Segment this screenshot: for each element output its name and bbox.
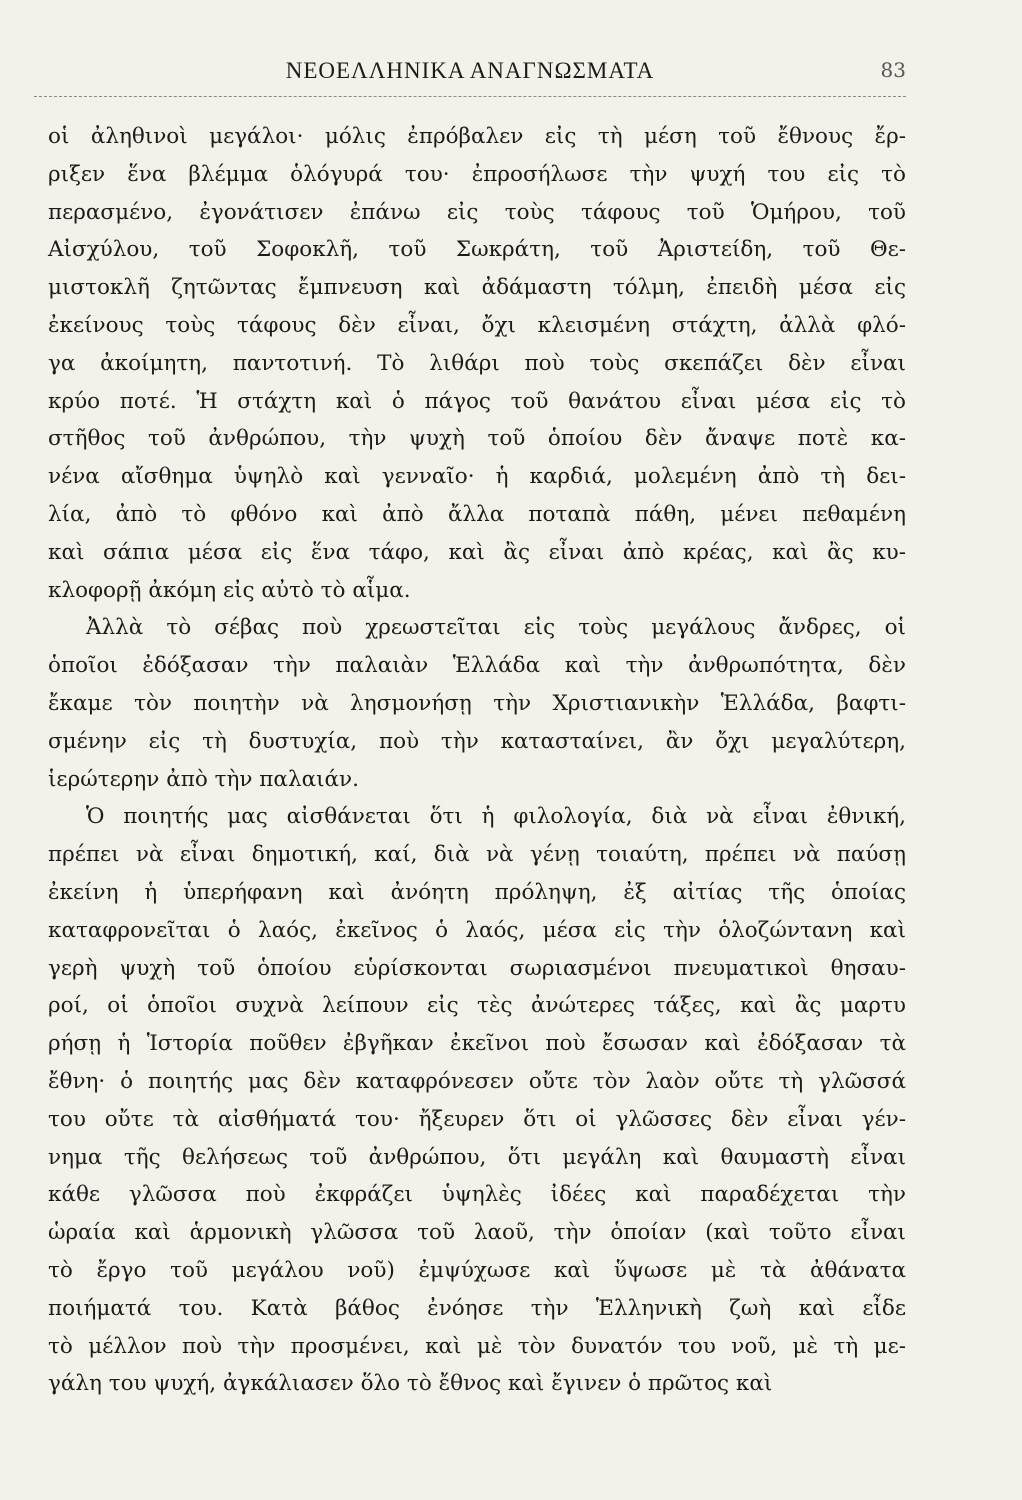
text-line: γάλη του ψυχή, ἀγκάλιασεν ὅλο τὸ ἔθνος καὶ ἔγινεν ὁ πρῶτος καὶ — [48, 1371, 773, 1397]
text-line: ἔθνη· ὁ ποιητής μας δὲν καταφρόνεσεν οὔτε τὸν λαὸν οὔτε τὴ γλῶσσά — [48, 1068, 906, 1094]
page-number: 83 — [880, 58, 906, 82]
text-line: τὸ ἔργο τοῦ μεγάλου νοῦ) ἐμψύχωσε καὶ ὕψωσε μὲ τὰ ἀθάνατα — [48, 1257, 906, 1283]
text-line: Ἀλλὰ τὸ σέβας ποὺ χρεωστεῖται εἰς τοὺς μεγάλους ἄνδρες, οἱ — [86, 615, 906, 641]
text-line: Αἰσχύλου, τοῦ Σοφοκλῆ, τοῦ Σωκράτη, τοῦ Ἀριστείδη, τοῦ Θε- — [48, 237, 906, 263]
text-line: λία, ἀπὸ τὸ φθόνο καὶ ἀπὸ ἄλλα ποταπὰ πάθη, μένει πεθαμένη — [48, 501, 906, 527]
text-line: ἔκαμε τὸν ποιητὴν νὰ λησμονήσῃ τὴν Χριστιανικὴν Ἑλλάδα, βαφτι- — [48, 690, 906, 716]
text-line: καταφρονεῖται ὁ λαός, ἐκεῖνος ὁ λαός, μέσα εἰς τὴν ὁλοζώντανη καὶ — [48, 917, 906, 943]
text-line: κάθε γλῶσσα ποὺ ἐκφράζει ὑψηλὲς ἰδέες καὶ παραδέχεται τὴν — [48, 1182, 906, 1208]
text-line: γερὴ ψυχὴ τοῦ ὁποίου εὑρίσκονται σωριασμένοι πνευματικοὶ θησαυ- — [48, 955, 906, 981]
running-header — [34, 56, 906, 97]
text-line: μιστοκλῆ ζητῶντας ἔμπνευση καὶ ἀδάμαστη τόλμη, ἐπειδὴ μέσα εἰς — [48, 275, 906, 301]
text-line: κρύο ποτέ. Ἡ στάχτη καὶ ὁ πάγος τοῦ θανάτου εἶναι μέσα εἰς τὸ — [48, 388, 906, 414]
body-text — [48, 118, 906, 1403]
text-line: ἱερώτερην ἀπὸ τὴν παλαιάν. — [48, 766, 359, 792]
text-line: Ὁ ποιητής μας αἰσθάνεται ὅτι ἡ φιλολογία, διὰ νὰ εἶναι ἐθνική, — [86, 804, 906, 830]
text-line: ὡραία καὶ ἁρμονικὴ γλῶσσα τοῦ λαοῦ, τὴν ὁποίαν (καὶ τοῦτο εἶναι — [48, 1220, 906, 1246]
text-line: νημα τῆς θελήσεως τοῦ ἀνθρώπου, ὅτι μεγάλη καὶ θαυμαστὴ εἶναι — [48, 1144, 906, 1170]
text-line: καὶ σάπια μέσα εἰς ἕνα τάφο, καὶ ἂς εἶναι ἀπὸ κρέας, καὶ ἂς κυ- — [48, 539, 906, 565]
text-line: κλοφορῇ ἀκόμη εἰς αὐτὸ τὸ αἷμα. — [48, 577, 411, 603]
text-line: ροί, οἱ ὁποῖοι συχνὰ λείπουν εἰς τὲς ἀνώτερες τάξες, καὶ ἂς μαρτυ — [48, 993, 906, 1019]
text-line: ἐκείνη ἡ ὑπερήφανη καὶ ἀνόητη πρόληψη, ἐξ αἰτίας τῆς ὁποίας — [48, 879, 906, 905]
text-line: σμένην εἰς τὴ δυστυχία, ποὺ τὴν κατασταίνει, ἂν ὄχι μεγαλύτερη, — [48, 728, 906, 754]
text-line: ἐκείνους τοὺς τάφους δὲν εἶναι, ὄχι κλεισμένη στάχτη, ἀλλὰ φλό- — [48, 312, 906, 338]
text-line: ριξεν ἕνα βλέμμα ὁλόγυρά του· ἐπροσήλωσε τὴν ψυχή του εἰς τὸ — [48, 161, 906, 187]
text-line: νένα αἴσθημα ὑψηλὸ καὶ γενναῖο· ἡ καρδιά, μολεμένη ἀπὸ τὴ δει- — [48, 464, 906, 490]
text-line: ρήσῃ ἡ Ἱστορία ποῦθεν ἐβγῆκαν ἐκεῖνοι ποὺ ἔσωσαν καὶ ἐδόξασαν τὰ — [48, 1031, 906, 1057]
header-title: ΝΕΟΕΛΛΗΝΙΚΑ ΑΝΑΓΝΩΣΜΑΤΑ — [285, 58, 655, 83]
text-line: ποιήματά του. Κατὰ βάθος ἐνόησε τὴν Ἑλληνικὴ ζωὴ καὶ εἶδε — [48, 1295, 906, 1321]
text-line: οἱ ἀληθινοὶ μεγάλοι· μόλις ἐπρόβαλεν εἰς τὴ μέση τοῦ ἔθνους ἔρ- — [48, 124, 906, 149]
text-line: πρέπει νὰ εἶναι δημοτική, καί, διὰ νὰ γένῃ τοιαύτη, πρέπει νὰ παύσῃ — [48, 842, 906, 868]
text-line: του οὔτε τὰ αἰσθήματά του· ἤξευρεν ὅτι οἱ γλῶσσες δὲν εἶναι γέν- — [48, 1106, 906, 1132]
text-line: τὸ μέλλον ποὺ τὴν προσμένει, καὶ μὲ τὸν δυνατόν του νοῦ, μὲ τὴ με- — [48, 1333, 906, 1359]
text-line: γα ἀκοίμητη, παντοτινή. Τὸ λιθάρι ποὺ τοὺς σκεπάζει δὲν εἶναι — [48, 350, 906, 376]
text-line: περασμένο, ἐγονάτισεν ἐπάνω εἰς τοὺς τάφους τοῦ Ὁμήρου, τοῦ — [48, 199, 906, 225]
text-line: ὁποῖοι ἐδόξασαν τὴν παλαιὰν Ἑλλάδα καὶ τὴν ἀνθρωπότητα, δὲν — [48, 653, 906, 679]
text-line: στῆθος τοῦ ἀνθρώπου, τὴν ψυχὴ τοῦ ὁποίου δὲν ἄναψε ποτὲ κα- — [48, 426, 906, 452]
